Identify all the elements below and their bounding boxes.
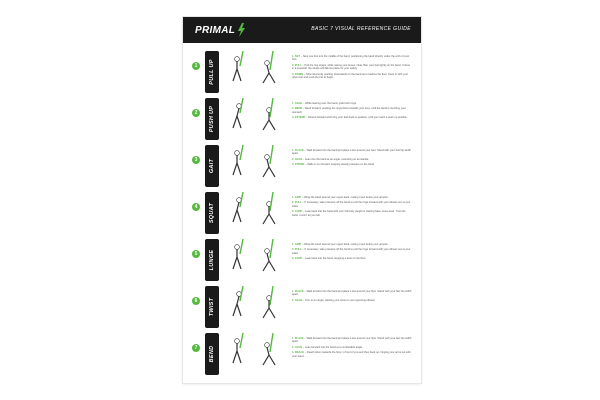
suspension-strap-icon (240, 239, 243, 254)
exercise-illustration (225, 145, 287, 187)
exercise-figures (225, 286, 287, 328)
instruction-step: 2. LEAN – Lean forward into the band at a comfortable angle. (292, 345, 363, 349)
exercise-instructions (292, 290, 412, 304)
exercise-number-badge: 4 (192, 203, 200, 211)
exercise-name: LUNGE (209, 249, 215, 271)
reference-guide-poster (183, 17, 421, 383)
stick-figure-icon (263, 333, 275, 365)
exercise-name: PUSH UP (209, 105, 215, 133)
instruction-step: 3. STRIDE – Walk or run forward, keeping steady pressure on the band. (292, 163, 375, 167)
stick-figure-icon (233, 239, 243, 269)
step-text: Extend forward and bring your feet back to position, until you reach a push up position. (308, 116, 408, 120)
step-label: 2. PULL (292, 248, 302, 252)
exercise-figures (225, 333, 287, 375)
exercise-figures (225, 145, 287, 187)
exercise-name: SQUAT (209, 202, 215, 224)
exercise-illustration (225, 98, 287, 140)
exercise-illustration (225, 51, 287, 93)
stick-figure-icon (233, 286, 243, 316)
stick-figure-icon (263, 145, 275, 177)
step-label: 3. REACH (292, 351, 305, 355)
stick-figure-icon (263, 239, 275, 271)
stick-figure-icon (233, 333, 243, 363)
exercise-number-badge: 3 (192, 156, 200, 164)
instruction-step: 2. PULL – Pull the ring straps, while raising your knees. Note: Ban your feet lightly on the band. If done in a treadmill, the straps will fall into place for your safety. (292, 63, 411, 71)
exercise-name: TWIST (209, 297, 215, 317)
exercise-name: PULL UP (209, 59, 215, 85)
instruction-step: 2. LEAN – Turn to an angle, twisting your torso to your opposing elbows. (292, 298, 376, 302)
exercise-figures (225, 192, 287, 234)
exercise-number-badge: 2 (192, 109, 200, 117)
stick-figure-icon (263, 98, 275, 130)
step-label: 3. STRIDE (292, 163, 305, 167)
step-label: 2. LEAN (292, 345, 302, 349)
exercise-name-tab (205, 239, 219, 281)
step-label: 3. EXTEND (292, 116, 306, 120)
exercise-figures (225, 98, 287, 140)
step-label: 3. DOWN (292, 72, 304, 76)
suspension-strap-icon (240, 333, 243, 348)
exercise-row (183, 237, 421, 284)
step-text: Lean back into the band with your full body weight in training base, knee-level. Trust the band, it won't let you fall. (292, 210, 406, 217)
step-text: Pull the ring straps, while raising your knees. Note: Ban your feet lightly on the band. If done in a treadmill, the straps will fall into place for your safety. (292, 63, 411, 71)
step-label: 3. LOOP (292, 210, 303, 214)
step-label: 1. GRIP (292, 243, 302, 246)
exercise-row (183, 143, 421, 190)
exercise-illustration (225, 286, 287, 328)
step-label: 2. PULL (292, 63, 302, 67)
instruction-step: 1. SAGE – While leaning over the band, grab both rings. (292, 102, 357, 105)
step-text: Bend forward, pushing the rings down towards your toes, until the band is touching your stomach. (292, 107, 406, 114)
suspension-strap-icon (270, 333, 273, 352)
brand-name: PRIMAL (195, 24, 236, 36)
instruction-step: 1. PLACE – Walk forward into the band and place it low around your feet. Stand with your feet hip width apart. (292, 149, 411, 156)
step-label: 1. SET (292, 55, 300, 58)
exercise-illustration (225, 333, 287, 375)
step-text: If necessary, take pressure off the band to pull the rings forward with your elbows out at your sides. (292, 248, 411, 255)
instruction-step: 2. PULL – If necessary, take pressure off the band to pull the rings forward with your elbows out at your sides. (292, 248, 411, 255)
step-text: Reach down towards the floor, in front of you and then back up, hinging your arms out with your band. (292, 351, 411, 358)
exercise-name-tab (205, 98, 219, 140)
step-label: 1. GRIP (292, 196, 302, 199)
step-text: Walk forward into the band and place it low around your feet. Stand with your feet hip width apart. (292, 149, 411, 156)
exercise-row (183, 331, 421, 378)
exercise-instructions (292, 243, 412, 263)
exercise-name: GAIT (209, 158, 215, 174)
step-text: Lean into the band at an angle, extending an arm/ankle. (304, 157, 370, 161)
step-label: 1. PLACE (292, 290, 304, 293)
suspension-strap-icon (240, 51, 243, 66)
suspension-strap-icon (240, 145, 243, 160)
step-text: Turn to an angle, twisting your torso to your opposing elbows. (304, 298, 376, 302)
stick-figure-icon (263, 51, 275, 83)
suspension-strap-icon (270, 51, 273, 70)
exercise-name-tab (205, 192, 219, 234)
exercise-number-badge: 5 (192, 250, 200, 258)
poster-header (183, 17, 421, 43)
exercise-instructions (292, 196, 412, 219)
exercise-instructions (292, 102, 412, 122)
step-label: 1. PLACE (292, 337, 304, 340)
stick-figure-icon (263, 286, 275, 318)
exercise-row (183, 284, 421, 331)
instruction-step: 2. BEND – Bend forward, pushing the rings down towards your toes, until the band is touching your stomach. (292, 107, 406, 114)
exercise-figures (225, 239, 287, 281)
step-text: Lean forward into the band at a comfortable angle. (304, 345, 363, 349)
instruction-step: 1. GRIP – Wrap the band around your upper back, resting it just below your armpits. (292, 243, 389, 246)
step-label: 2. BEND (292, 107, 303, 111)
lightning-bolt-logo-icon (236, 23, 246, 37)
instruction-step: 1. GRIP – Wrap the band around your upper back, resting it just below your armpits. (292, 196, 389, 199)
step-label: 1. PLACE (292, 149, 304, 152)
instruction-step: 3. EXTEND – Extend forward and bring your feet back to position, until you reach a push up position. (292, 116, 408, 120)
instruction-step: 1. PLACE – Walk forward into the band and place it low around your hips. Stand with your feet hip width apart. (292, 290, 412, 297)
step-label: 3. LOOP (292, 257, 303, 261)
exercise-instructions (292, 55, 412, 81)
exercise-figures (225, 51, 287, 93)
suspension-strap-icon (270, 286, 273, 305)
guide-title: BASIC 7 VISUAL REFERENCE GUIDE (311, 26, 411, 32)
step-text: Slow descently pushing downwards on the band as it reaches the floor. Keep in with your other foot and push the bar to begin. (292, 72, 409, 80)
suspension-strap-icon (270, 239, 273, 258)
step-label: 1. SAGE (292, 102, 303, 105)
exercise-row (183, 190, 421, 237)
step-text: Walk forward into the band and place it low around your hips. Stand with your feet hip width apart. (292, 337, 412, 344)
exercise-number-badge: 6 (192, 297, 200, 305)
exercise-row (183, 49, 421, 96)
instruction-step: 1. PLACE – Walk forward into the band and place it low around your hips. Stand with your feet hip width apart. (292, 337, 412, 344)
suspension-strap-icon (270, 145, 273, 164)
suspension-strap-icon (270, 98, 273, 117)
step-label: 2. PULL (292, 201, 302, 205)
exercise-name-tab (205, 286, 219, 328)
step-text: Wrap the band around your upper back, resting it just below your armpits. (304, 196, 389, 199)
stick-figure-icon (233, 145, 243, 175)
instruction-step: 3. LOOP – Lean back into the band with your full body weight in training base, knee-level. Trust the band, it won't let you fall. (292, 210, 406, 217)
instruction-step: 2. PULL – If necessary, take pressure off the band to pull the rings forward with your elbows out at your sides. (292, 201, 411, 208)
exercise-instructions (292, 149, 412, 169)
exercise-name: BEND (209, 345, 215, 363)
suspension-strap-icon (270, 192, 273, 211)
exercise-illustration (225, 192, 287, 234)
instruction-step: 3. REACH – Reach down towards the floor, in front of you and then back up, hinging your arms out with your band. (292, 351, 411, 358)
exercise-number-badge: 7 (192, 344, 200, 352)
exercise-name-tab (205, 333, 219, 375)
instruction-step: 3. LOOP – Lean back into the band, stepping a knee to the floor. (292, 257, 367, 261)
exercise-row (183, 96, 421, 143)
instruction-step: 3. DOWN – Slow descently pushing downwards on the band as it reaches the floor. Keep in with your other foot and push the bar to begin. (292, 72, 409, 80)
step-label: 2. LEAN (292, 298, 302, 302)
exercise-list (183, 49, 421, 378)
step-text: Lean back into the band, stepping a knee to the floor. (305, 257, 367, 261)
brand-logo (195, 23, 246, 37)
exercise-instructions (292, 337, 412, 360)
stick-figure-icon (233, 51, 243, 81)
stick-figure-icon (233, 98, 243, 128)
instruction-step: 2. LEAN – Lean into the band at an angle, extending an arm/ankle. (292, 157, 370, 161)
stick-figure-icon (233, 192, 243, 222)
exercise-name-tab (205, 51, 219, 93)
step-text: Step one foot into the middle of the band, positioning the band directly under the arch of your foot. (292, 55, 410, 62)
exercise-number-badge: 1 (192, 62, 200, 70)
exercise-name-tab (205, 145, 219, 187)
stick-figure-icon (263, 192, 275, 224)
step-text: While leaning over the band, grab both rings. (305, 102, 357, 105)
exercise-illustration (225, 239, 287, 281)
step-label: 2. LEAN (292, 157, 302, 161)
step-text: Walk or run forward, keeping steady pressure on the band. (307, 163, 375, 167)
step-text: Walk forward into the band and place it low around your hips. Stand with your feet hip width apart. (292, 290, 412, 297)
step-text: Wrap the band around your upper back, resting it just below your armpits. (304, 243, 389, 246)
step-text: If necessary, take pressure off the band to pull the rings forward with your elbows out at your sides. (292, 201, 411, 208)
instruction-step: 1. SET – Step one foot into the middle of the band, positioning the band directly under the arch of your foot. (292, 55, 410, 62)
